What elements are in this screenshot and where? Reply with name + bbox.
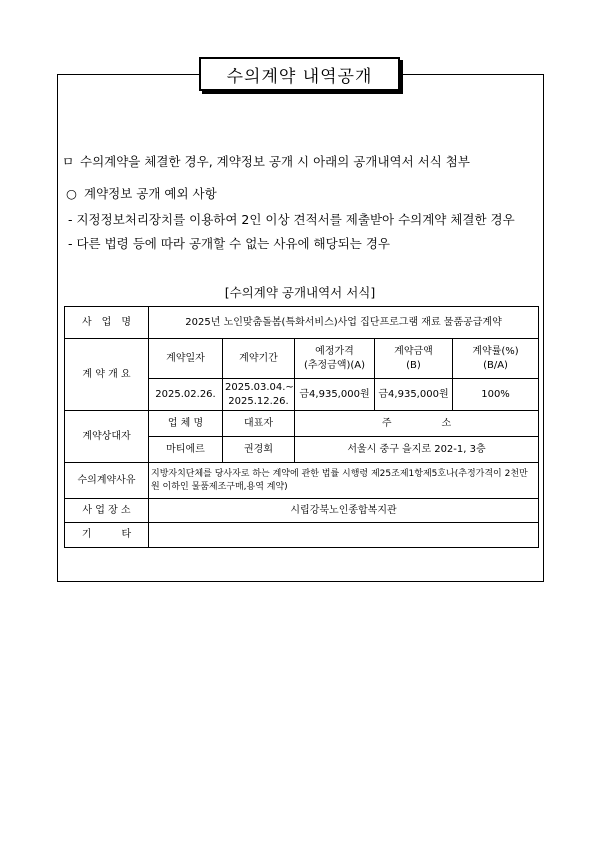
address-value: 서울시 중구 을지로 202-1, 3층 — [295, 437, 539, 463]
page-title: 수의계약 내역공개 — [199, 57, 400, 91]
company-header: 업 체 명 — [149, 411, 223, 437]
estimated-price-header-line1: 예정가격 — [315, 346, 354, 357]
reason-value: 지방자치단체를 당사자로 하는 계약에 관한 법률 시행령 제25조제1항제5호나(추정가격이 2천만원 이하인 물품제조구매,용역 계약) — [149, 463, 539, 499]
intro-text: 수의계약을 체결한 경우, 계약정보 공개 시 아래의 공개내역서 서식 첨부 — [80, 154, 470, 169]
project-label: 사 업 명 — [65, 307, 149, 339]
estimated-price-header — [295, 339, 375, 379]
contract-disclosure-table — [64, 306, 539, 548]
contract-amount-value: 금4,935,000원 — [375, 379, 453, 411]
contract-rate-header — [453, 339, 539, 379]
table-row — [65, 499, 539, 523]
contract-date-value: 2025.02.26. — [149, 379, 223, 411]
contract-date-header: 계약일자 — [149, 339, 223, 379]
etc-value — [149, 523, 539, 548]
reason-label: 수의계약사유 — [65, 463, 149, 499]
table-row — [65, 463, 539, 499]
table-row — [65, 523, 539, 548]
circle-bullet-icon: ○ — [66, 186, 77, 201]
table-row — [65, 339, 539, 379]
contract-rate-value: 100% — [453, 379, 539, 411]
place-label: 사 업 장 소 — [65, 499, 149, 523]
company-value: 마티에르 — [149, 437, 223, 463]
overview-label: 계 약 개 요 — [65, 339, 149, 411]
square-bullet-icon: ㅁ — [62, 154, 75, 169]
etc-label: 기 타 — [65, 523, 149, 548]
exception-item-1: - 지정정보처리장치를 이용하여 2인 이상 견적서를 제출받아 수의계약 체결한 경우 — [68, 212, 515, 227]
estimated-price-value: 금4,935,000원 — [295, 379, 375, 411]
representative-header: 대표자 — [223, 411, 295, 437]
address-header: 주 소 — [295, 411, 539, 437]
place-value: 시립강북노인종합복지관 — [149, 499, 539, 523]
exception-item-2: - 다른 법령 등에 따라 공개할 수 없는 사유에 해당되는 경우 — [68, 236, 390, 251]
form-title: [수의계약 공개내역서 서식] — [224, 285, 376, 300]
exception-heading: 계약정보 공개 예외 사항 — [84, 186, 217, 201]
representative-value: 권경회 — [223, 437, 295, 463]
estimated-price-header-line2: (추정금액)(A) — [303, 359, 366, 371]
contract-period-end: 2025.12.26. — [228, 395, 289, 407]
contract-period-value — [223, 379, 295, 411]
party-label: 계약상대자 — [65, 411, 149, 463]
table-row — [65, 307, 539, 339]
contract-period-start: 2025.03.04.~ — [225, 382, 294, 393]
project-name: 2025년 노인맞춤돌봄(특화서비스)사업 집단프로그램 재료 물품공급계약 — [149, 307, 539, 339]
contract-period-header: 계약기간 — [223, 339, 295, 379]
contract-amount-header — [375, 339, 453, 379]
exception-heading-line — [66, 184, 217, 202]
contract-rate-header-line2: (B/A) — [483, 359, 508, 371]
intro-line — [62, 152, 470, 170]
contract-rate-header-line1: 계약률(%) — [472, 346, 519, 357]
contract-amount-header-line1: 계약금액 — [394, 346, 433, 357]
contract-amount-header-line2: (B) — [406, 359, 421, 371]
table-row — [65, 411, 539, 437]
